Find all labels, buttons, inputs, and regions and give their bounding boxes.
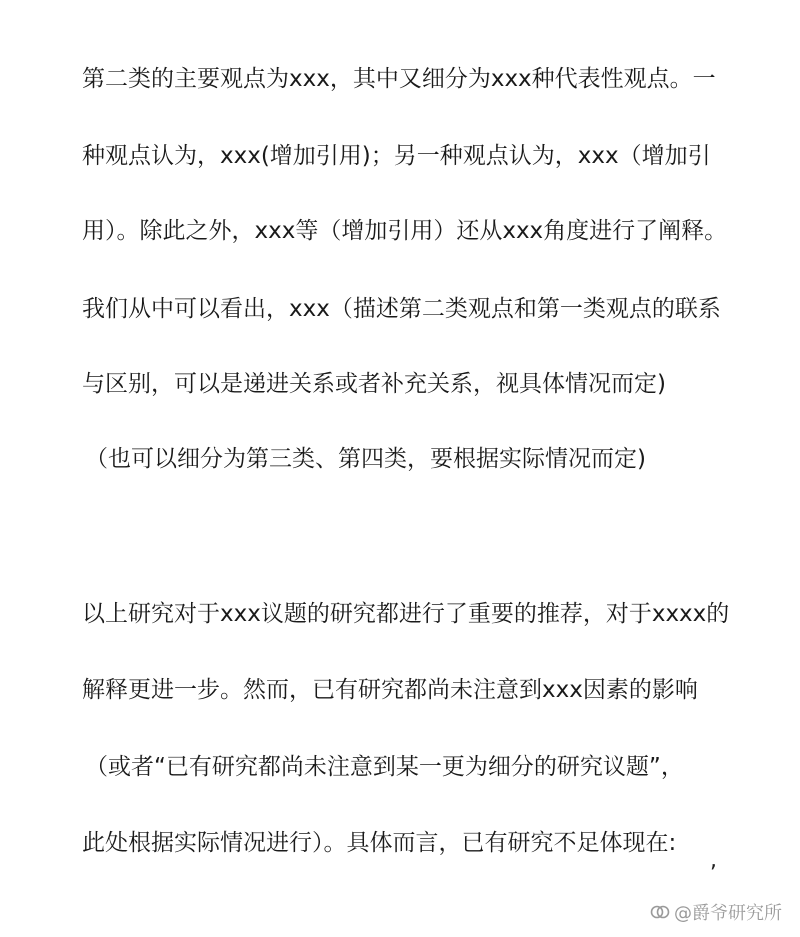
- paragraph-1-line-1: 第二类的主要观点为xxx，其中又细分为xxx种代表性观点。一: [82, 66, 716, 92]
- logo-icon: [650, 902, 670, 922]
- stray-comma: ,: [710, 848, 717, 873]
- paragraph-2-line-3: （或者“已有研究都尚未注意到某一更为细分的研究议题”，: [85, 754, 684, 780]
- paragraph-1-line-3: 用）。除此之外，xxx等（增加引用）还从xxx角度进行了阐释。: [82, 218, 728, 244]
- watermark-text: @爵爷研究所: [674, 903, 782, 924]
- paragraph-1-line-4: 我们从中可以看出，xxx（描述第二类观点和第一类观点的联系: [82, 296, 721, 322]
- paragraph-1-line-5: 与区别，可以是递进关系或者补充关系，视具体情况而定): [82, 371, 666, 397]
- paragraph-2-line-1: 以上研究对于xxx议题的研究都进行了重要的推荐，对于xxxx的: [82, 601, 730, 627]
- paragraph-1-line-2: 种观点认为，xxx(增加引用)；另一种观点认为，xxx（增加引: [82, 143, 711, 169]
- watermark: [650, 899, 782, 925]
- paragraph-2-line-2: 解释更进一步。然而，已有研究都尚未注意到xxx因素的影响: [82, 677, 698, 703]
- paragraph-1-line-6: （也可以细分为第三类、第四类，要根据实际情况而定): [85, 446, 646, 472]
- paragraph-2-line-4: 此处根据实际情况进行）。具体而言，已有研究不足体现在:: [82, 830, 677, 856]
